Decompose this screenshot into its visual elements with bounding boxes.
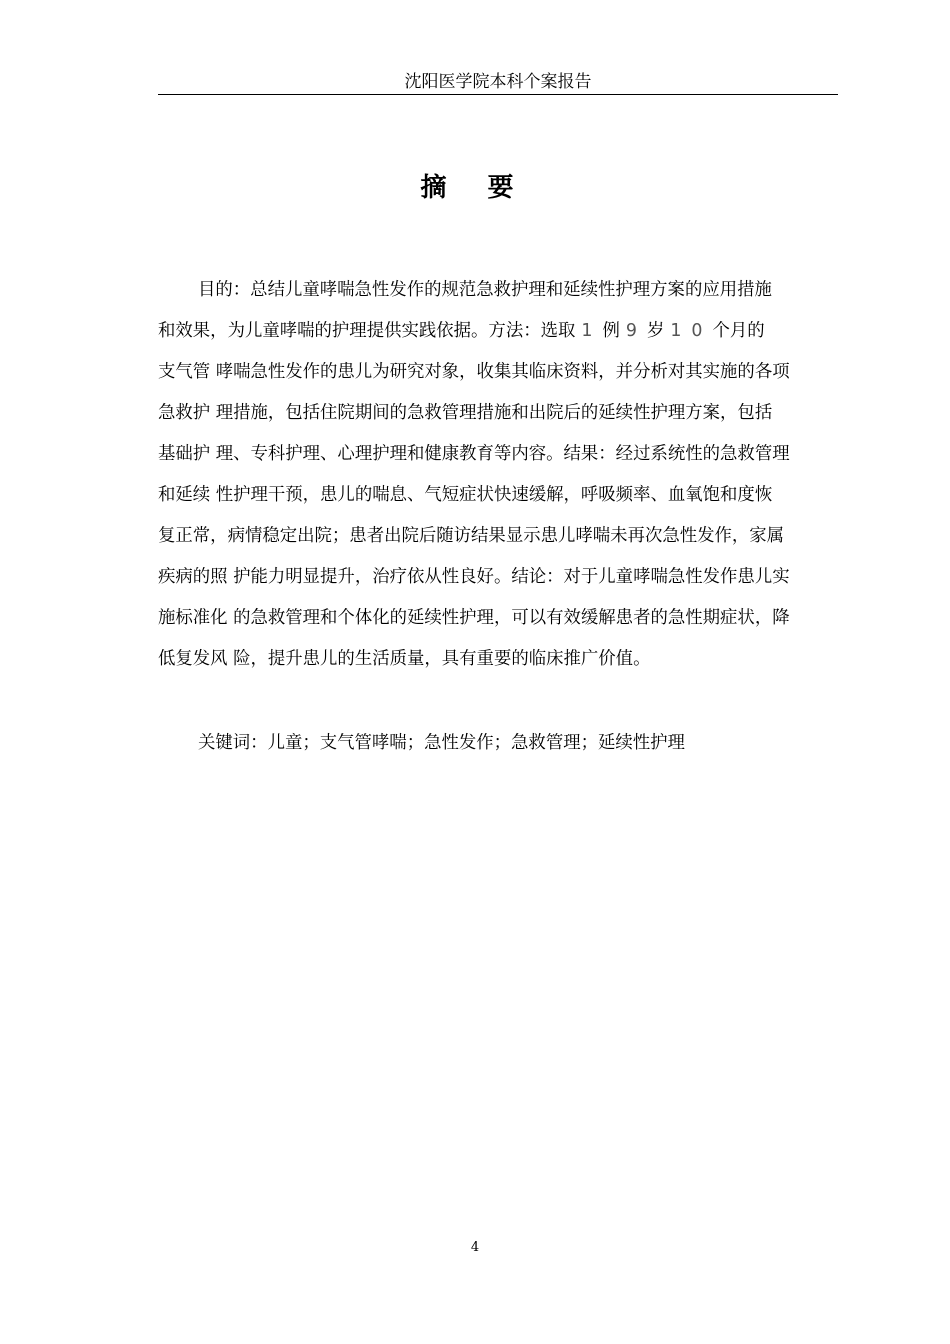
abstract-line: 复正常，病情稳定出院；患者出院后随访结果显示患儿哮喘未再次急性发作，家属 [158,526,785,546]
keywords: 关键词：儿童；支气管哮喘；急性发作；急救管理；延续性护理 [198,733,685,753]
patient-age-months: 10 [670,321,713,341]
years-unit: 岁 [646,321,665,341]
header-divider [158,94,838,95]
abstract-line: 施标准化 的急救管理和个体化的延续性护理，可以有效缓解患者的急性期症状，降 [158,608,790,628]
abstract-line: 和延续 性护理干预，患儿的喘息、气短症状快速缓解，呼吸频率、血氧饱和度恢 [158,485,773,505]
page-header: 沈阳医学院本科个案报告 [404,72,592,92]
abstract-line: 疾病的照 护能力明显提升，治疗依从性良好。结论：对于儿童哮喘急性发作患儿实 [158,567,790,587]
abstract-body [158,270,838,680]
abstract-line: 目的：总结儿童哮喘急性发作的规范急救护理和延续性护理方案的应用措施 [198,280,772,300]
abstract-line: 急救护 理措施，包括住院期间的急救管理措施和出院后的延续性护理方案，包括 [158,403,773,423]
abstract-line-text: 和效果，为儿童哮喘的护理提供实践依据。方法：选取 [158,321,576,341]
abstract-line: 支气管 哮喘急性发作的患儿为研究对象，收集其临床资料，并分析对其实施的各项 [158,362,790,382]
months-unit: 个月的 [712,321,765,341]
abstract-line: 基础护 理、专科护理、心理护理和健康教育等内容。结果：经过系统性的急救管理 [158,444,790,464]
abstract-line: 低复发风 险，提升患儿的生活质量，具有重要的临床推广价值。 [158,649,651,669]
page-number: 4 [470,1240,480,1255]
patient-age-years: 9 [625,321,647,341]
patient-count: 1 [581,321,603,341]
abstract-title: 摘 要 [420,173,530,203]
count-unit: 例 [602,321,620,341]
abstract-line [158,311,838,352]
